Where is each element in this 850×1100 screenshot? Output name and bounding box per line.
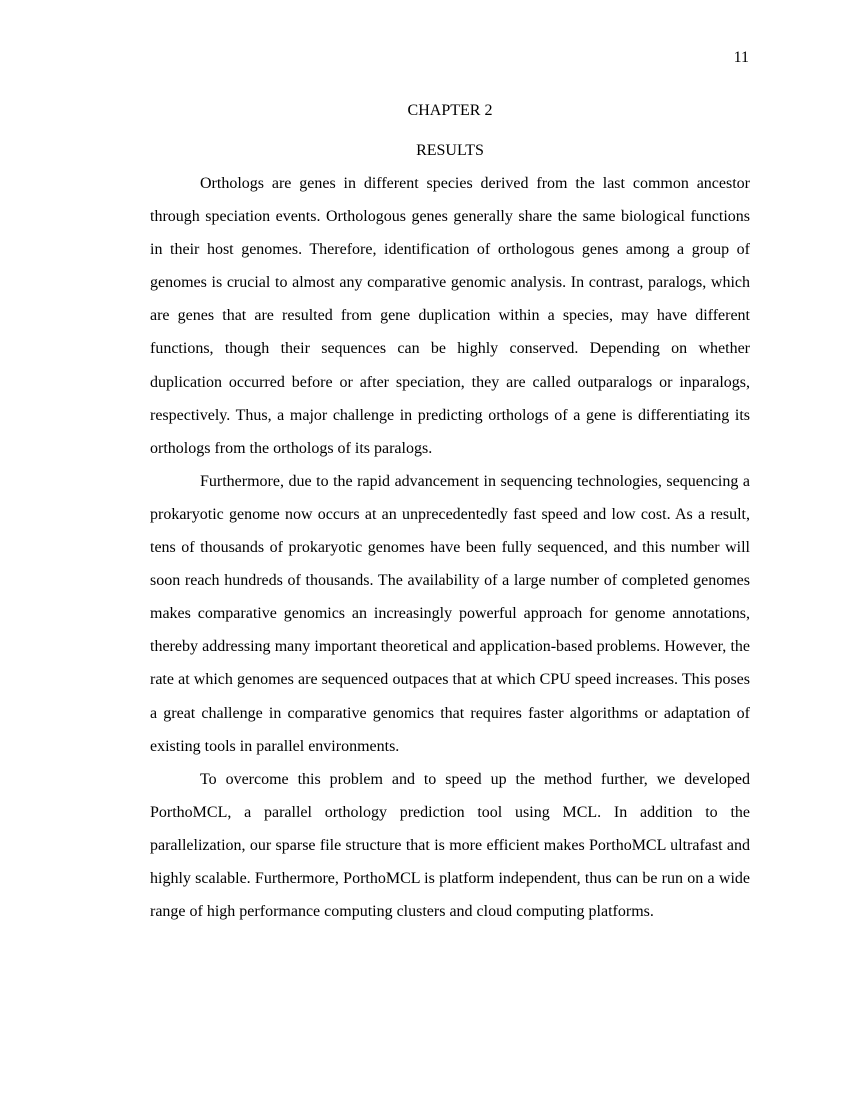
- chapter-label: CHAPTER 2: [407, 102, 493, 119]
- paragraph-orthologs: Orthologs are genes in different species derived from the last common ancestor through speciation events. Orthologous genes generally share the same biological functions in their host genomes. Therefore, identification of orthologous genes among a group of genomes is crucial to almost any comparative genomic analysis. In contrast, paralogs, which are genes that are resulted from gene duplication within a species, may have different functions, though their sequences can be highly conserved. Depending on whether duplication occurred before or after speciation, they are called outparalogs or inparalogs, respectively. Thus, a major challenge in predicting orthologs of a gene is differentiating its orthologs from the orthologs of its paralogs.: [150, 175, 750, 457]
- paragraph-sequencing: Furthermore, due to the rapid advancement in sequencing technologies, sequencing a prokaryotic genome now occurs at an unprecedentedly fast speed and low cost. As a result, tens of thousands of prokaryotic genomes have been fully sequenced, and this number will soon reach hundreds of thousands. The availability of a large number of completed genomes makes comparative genomics an increasingly powerful approach for genome annotations, thereby addressing many important theoretical and application-based problems. However, the rate at which genomes are sequenced outpaces that at which CPU speed increases. This poses a great challenge in comparative genomics that requires faster algorithms or adaptation of existing tools in parallel environments.: [150, 472, 750, 755]
- chapter-title: RESULTS: [416, 142, 484, 159]
- page-number: 11: [733, 49, 749, 66]
- paragraph-porthomcl: To overcome this problem and to speed up the method further, we developed PorthoMCL, a parallel orthology prediction tool using MCL. In addition to the parallelization, our sparse file structure that is more efficient makes PorthoMCL ultrafast and highly scalable. Furthermore, PorthoMCL is platform independent, thus can be run on a wide range of high performance computing clusters and cloud computing platforms.: [150, 770, 750, 921]
- body-text: [150, 167, 750, 928]
